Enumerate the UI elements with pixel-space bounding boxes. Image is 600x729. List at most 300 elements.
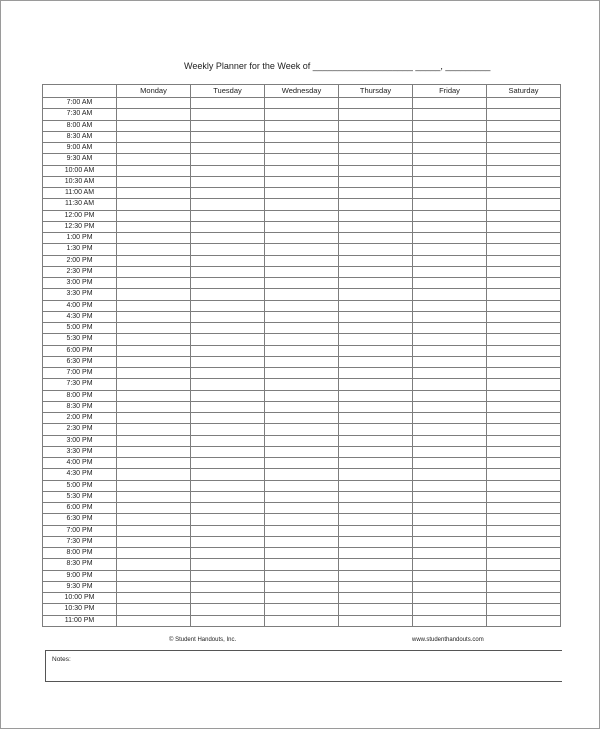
slot-cell-friday[interactable] [413,120,487,131]
slot-cell-thursday[interactable] [339,278,413,289]
slot-cell-wednesday[interactable] [265,345,339,356]
slot-cell-monday[interactable] [117,581,191,592]
slot-cell-saturday[interactable] [487,311,561,322]
slot-cell-wednesday[interactable] [265,536,339,547]
slot-cell-thursday[interactable] [339,469,413,480]
slot-cell-wednesday[interactable] [265,289,339,300]
slot-cell-saturday[interactable] [487,244,561,255]
slot-cell-tuesday[interactable] [191,154,265,165]
slot-cell-saturday[interactable] [487,289,561,300]
slot-cell-tuesday[interactable] [191,334,265,345]
slot-cell-wednesday[interactable] [265,233,339,244]
slot-cell-tuesday[interactable] [191,289,265,300]
slot-cell-thursday[interactable] [339,401,413,412]
slot-cell-friday[interactable] [413,233,487,244]
slot-cell-wednesday[interactable] [265,176,339,187]
slot-cell-saturday[interactable] [487,278,561,289]
slot-cell-saturday[interactable] [487,379,561,390]
slot-cell-friday[interactable] [413,143,487,154]
slot-cell-monday[interactable] [117,199,191,210]
slot-cell-monday[interactable] [117,356,191,367]
slot-cell-monday[interactable] [117,401,191,412]
slot-cell-monday[interactable] [117,334,191,345]
slot-cell-friday[interactable] [413,604,487,615]
slot-cell-tuesday[interactable] [191,356,265,367]
slot-cell-tuesday[interactable] [191,120,265,131]
slot-cell-monday[interactable] [117,458,191,469]
slot-cell-wednesday[interactable] [265,334,339,345]
slot-cell-thursday[interactable] [339,424,413,435]
time-column-header [43,85,117,98]
slot-cell-friday[interactable] [413,514,487,525]
slot-cell-monday[interactable] [117,536,191,547]
slot-cell-tuesday[interactable] [191,300,265,311]
slot-cell-monday[interactable] [117,131,191,142]
slot-cell-thursday[interactable] [339,570,413,581]
slot-cell-thursday[interactable] [339,435,413,446]
slot-cell-tuesday[interactable] [191,570,265,581]
slot-cell-thursday[interactable] [339,289,413,300]
slot-cell-thursday[interactable] [339,143,413,154]
slot-cell-wednesday[interactable] [265,581,339,592]
slot-cell-saturday[interactable] [487,368,561,379]
slot-cell-friday[interactable] [413,424,487,435]
slot-cell-friday[interactable] [413,401,487,412]
slot-cell-thursday[interactable] [339,98,413,109]
slot-cell-tuesday[interactable] [191,491,265,502]
time-slot-label: 2:30 PM [43,424,117,435]
slot-cell-thursday[interactable] [339,446,413,457]
slot-cell-saturday[interactable] [487,154,561,165]
slot-cell-monday[interactable] [117,469,191,480]
slot-cell-thursday[interactable] [339,615,413,626]
slot-cell-monday[interactable] [117,176,191,187]
slot-cell-wednesday[interactable] [265,368,339,379]
slot-cell-saturday[interactable] [487,345,561,356]
time-slot-label: 3:30 PM [43,446,117,457]
slot-cell-friday[interactable] [413,356,487,367]
slot-cell-thursday[interactable] [339,503,413,514]
slot-cell-friday[interactable] [413,278,487,289]
slot-cell-thursday[interactable] [339,379,413,390]
slot-cell-tuesday[interactable] [191,593,265,604]
slot-cell-monday[interactable] [117,480,191,491]
slot-cell-wednesday[interactable] [265,458,339,469]
slot-cell-thursday[interactable] [339,356,413,367]
slot-cell-friday[interactable] [413,176,487,187]
time-slot-label: 12:30 PM [43,221,117,232]
slot-cell-friday[interactable] [413,491,487,502]
slot-cell-friday[interactable] [413,255,487,266]
slot-cell-wednesday[interactable] [265,221,339,232]
slot-cell-friday[interactable] [413,413,487,424]
table-row [43,233,561,244]
slot-cell-thursday[interactable] [339,581,413,592]
slot-cell-wednesday[interactable] [265,503,339,514]
slot-cell-tuesday[interactable] [191,604,265,615]
slot-cell-friday[interactable] [413,154,487,165]
slot-cell-tuesday[interactable] [191,233,265,244]
slot-cell-monday[interactable] [117,311,191,322]
slot-cell-monday[interactable] [117,503,191,514]
slot-cell-friday[interactable] [413,593,487,604]
slot-cell-thursday[interactable] [339,154,413,165]
slot-cell-monday[interactable] [117,446,191,457]
slot-cell-saturday[interactable] [487,593,561,604]
slot-cell-monday[interactable] [117,514,191,525]
slot-cell-tuesday[interactable] [191,266,265,277]
slot-cell-saturday[interactable] [487,424,561,435]
slot-cell-thursday[interactable] [339,334,413,345]
slot-cell-monday[interactable] [117,570,191,581]
slot-cell-thursday[interactable] [339,244,413,255]
slot-cell-thursday[interactable] [339,458,413,469]
slot-cell-wednesday[interactable] [265,593,339,604]
table-row [43,390,561,401]
slot-cell-monday[interactable] [117,143,191,154]
slot-cell-friday[interactable] [413,266,487,277]
slot-cell-wednesday[interactable] [265,570,339,581]
slot-cell-tuesday[interactable] [191,323,265,334]
slot-cell-thursday[interactable] [339,311,413,322]
slot-cell-wednesday[interactable] [265,424,339,435]
slot-cell-tuesday[interactable] [191,480,265,491]
slot-cell-wednesday[interactable] [265,311,339,322]
slot-cell-saturday[interactable] [487,165,561,176]
slot-cell-monday[interactable] [117,615,191,626]
slot-cell-monday[interactable] [117,98,191,109]
slot-cell-saturday[interactable] [487,221,561,232]
table-row [43,311,561,322]
slot-cell-friday[interactable] [413,435,487,446]
slot-cell-saturday[interactable] [487,390,561,401]
slot-cell-friday[interactable] [413,480,487,491]
slot-cell-friday[interactable] [413,368,487,379]
slot-cell-wednesday[interactable] [265,244,339,255]
slot-cell-friday[interactable] [413,244,487,255]
slot-cell-monday[interactable] [117,604,191,615]
slot-cell-saturday[interactable] [487,323,561,334]
slot-cell-monday[interactable] [117,323,191,334]
slot-cell-monday[interactable] [117,435,191,446]
slot-cell-tuesday[interactable] [191,525,265,536]
slot-cell-tuesday[interactable] [191,368,265,379]
slot-cell-wednesday[interactable] [265,154,339,165]
slot-cell-friday[interactable] [413,188,487,199]
table-row [43,345,561,356]
slot-cell-thursday[interactable] [339,345,413,356]
table-row [43,401,561,412]
slot-cell-saturday[interactable] [487,581,561,592]
slot-cell-wednesday[interactable] [265,401,339,412]
slot-cell-wednesday[interactable] [265,120,339,131]
slot-cell-monday[interactable] [117,221,191,232]
slot-cell-friday[interactable] [413,469,487,480]
notes-box[interactable] [45,650,562,682]
slot-cell-wednesday[interactable] [265,615,339,626]
slot-cell-friday[interactable] [413,98,487,109]
slot-cell-tuesday[interactable] [191,548,265,559]
slot-cell-tuesday[interactable] [191,559,265,570]
slot-cell-saturday[interactable] [487,199,561,210]
slot-cell-monday[interactable] [117,379,191,390]
slot-cell-friday[interactable] [413,199,487,210]
slot-cell-wednesday[interactable] [265,390,339,401]
slot-cell-friday[interactable] [413,289,487,300]
slot-cell-saturday[interactable] [487,266,561,277]
slot-cell-tuesday[interactable] [191,514,265,525]
slot-cell-wednesday[interactable] [265,413,339,424]
slot-cell-monday[interactable] [117,289,191,300]
slot-cell-friday[interactable] [413,458,487,469]
slot-cell-monday[interactable] [117,188,191,199]
slot-cell-wednesday[interactable] [265,356,339,367]
slot-cell-monday[interactable] [117,300,191,311]
slot-cell-tuesday[interactable] [191,503,265,514]
slot-cell-tuesday[interactable] [191,379,265,390]
slot-cell-wednesday[interactable] [265,278,339,289]
slot-cell-friday[interactable] [413,559,487,570]
slot-cell-wednesday[interactable] [265,379,339,390]
slot-cell-monday[interactable] [117,491,191,502]
slot-cell-tuesday[interactable] [191,278,265,289]
slot-cell-monday[interactable] [117,244,191,255]
slot-cell-saturday[interactable] [487,446,561,457]
slot-cell-saturday[interactable] [487,536,561,547]
slot-cell-saturday[interactable] [487,188,561,199]
slot-cell-thursday[interactable] [339,109,413,120]
slot-cell-saturday[interactable] [487,300,561,311]
slot-cell-tuesday[interactable] [191,210,265,221]
slot-cell-tuesday[interactable] [191,176,265,187]
slot-cell-thursday[interactable] [339,593,413,604]
slot-cell-saturday[interactable] [487,514,561,525]
slot-cell-saturday[interactable] [487,604,561,615]
slot-cell-friday[interactable] [413,311,487,322]
slot-cell-saturday[interactable] [487,176,561,187]
slot-cell-thursday[interactable] [339,604,413,615]
slot-cell-tuesday[interactable] [191,446,265,457]
slot-cell-wednesday[interactable] [265,98,339,109]
slot-cell-wednesday[interactable] [265,514,339,525]
slot-cell-saturday[interactable] [487,503,561,514]
slot-cell-friday[interactable] [413,323,487,334]
slot-cell-monday[interactable] [117,278,191,289]
slot-cell-wednesday[interactable] [265,491,339,502]
slot-cell-wednesday[interactable] [265,210,339,221]
slot-cell-saturday[interactable] [487,548,561,559]
slot-cell-wednesday[interactable] [265,604,339,615]
slot-cell-saturday[interactable] [487,458,561,469]
slot-cell-monday[interactable] [117,390,191,401]
slot-cell-tuesday[interactable] [191,390,265,401]
slot-cell-thursday[interactable] [339,266,413,277]
slot-cell-saturday[interactable] [487,435,561,446]
slot-cell-tuesday[interactable] [191,165,265,176]
slot-cell-tuesday[interactable] [191,413,265,424]
slot-cell-thursday[interactable] [339,300,413,311]
slot-cell-monday[interactable] [117,548,191,559]
slot-cell-tuesday[interactable] [191,221,265,232]
slot-cell-thursday[interactable] [339,548,413,559]
slot-cell-friday[interactable] [413,210,487,221]
slot-cell-thursday[interactable] [339,559,413,570]
slot-cell-friday[interactable] [413,525,487,536]
slot-cell-saturday[interactable] [487,570,561,581]
slot-cell-saturday[interactable] [487,233,561,244]
slot-cell-tuesday[interactable] [191,109,265,120]
slot-cell-wednesday[interactable] [265,548,339,559]
slot-cell-wednesday[interactable] [265,109,339,120]
slot-cell-friday[interactable] [413,300,487,311]
slot-cell-monday[interactable] [117,210,191,221]
slot-cell-wednesday[interactable] [265,559,339,570]
slot-cell-tuesday[interactable] [191,401,265,412]
slot-cell-saturday[interactable] [487,143,561,154]
slot-cell-monday[interactable] [117,424,191,435]
slot-cell-wednesday[interactable] [265,165,339,176]
table-row [43,154,561,165]
slot-cell-wednesday[interactable] [265,300,339,311]
slot-cell-thursday[interactable] [339,210,413,221]
slot-cell-thursday[interactable] [339,188,413,199]
slot-cell-wednesday[interactable] [265,480,339,491]
slot-cell-monday[interactable] [117,559,191,570]
slot-cell-monday[interactable] [117,120,191,131]
slot-cell-thursday[interactable] [339,120,413,131]
slot-cell-thursday[interactable] [339,514,413,525]
slot-cell-wednesday[interactable] [265,266,339,277]
slot-cell-friday[interactable] [413,536,487,547]
slot-cell-friday[interactable] [413,581,487,592]
slot-cell-saturday[interactable] [487,255,561,266]
slot-cell-monday[interactable] [117,593,191,604]
slot-cell-monday[interactable] [117,154,191,165]
slot-cell-friday[interactable] [413,570,487,581]
slot-cell-saturday[interactable] [487,525,561,536]
slot-cell-thursday[interactable] [339,491,413,502]
slot-cell-thursday[interactable] [339,199,413,210]
slot-cell-thursday[interactable] [339,176,413,187]
slot-cell-friday[interactable] [413,379,487,390]
slot-cell-tuesday[interactable] [191,98,265,109]
slot-cell-wednesday[interactable] [265,469,339,480]
slot-cell-tuesday[interactable] [191,469,265,480]
slot-cell-saturday[interactable] [487,109,561,120]
slot-cell-saturday[interactable] [487,401,561,412]
slot-cell-friday[interactable] [413,615,487,626]
slot-cell-wednesday[interactable] [265,131,339,142]
time-slot-label: 5:00 PM [43,323,117,334]
slot-cell-saturday[interactable] [487,131,561,142]
slot-cell-thursday[interactable] [339,413,413,424]
slot-cell-friday[interactable] [413,131,487,142]
slot-cell-tuesday[interactable] [191,311,265,322]
slot-cell-tuesday[interactable] [191,199,265,210]
slot-cell-wednesday[interactable] [265,446,339,457]
slot-cell-wednesday[interactable] [265,143,339,154]
time-slot-label: 7:30 PM [43,536,117,547]
table-row [43,255,561,266]
slot-cell-tuesday[interactable] [191,581,265,592]
slot-cell-tuesday[interactable] [191,458,265,469]
slot-cell-tuesday[interactable] [191,424,265,435]
slot-cell-monday[interactable] [117,413,191,424]
time-slot-label: 7:00 PM [43,525,117,536]
slot-cell-saturday[interactable] [487,559,561,570]
slot-cell-wednesday[interactable] [265,323,339,334]
slot-cell-wednesday[interactable] [265,199,339,210]
slot-cell-tuesday[interactable] [191,255,265,266]
slot-cell-thursday[interactable] [339,255,413,266]
slot-cell-saturday[interactable] [487,413,561,424]
slot-cell-thursday[interactable] [339,536,413,547]
website-text: www.studenthandouts.com [412,637,484,643]
slot-cell-thursday[interactable] [339,390,413,401]
slot-cell-saturday[interactable] [487,480,561,491]
slot-cell-tuesday[interactable] [191,345,265,356]
slot-cell-tuesday[interactable] [191,536,265,547]
slot-cell-wednesday[interactable] [265,525,339,536]
slot-cell-saturday[interactable] [487,469,561,480]
slot-cell-friday[interactable] [413,109,487,120]
slot-cell-thursday[interactable] [339,368,413,379]
slot-cell-monday[interactable] [117,233,191,244]
slot-cell-saturday[interactable] [487,210,561,221]
table-row [43,446,561,457]
slot-cell-monday[interactable] [117,255,191,266]
slot-cell-friday[interactable] [413,503,487,514]
slot-cell-friday[interactable] [413,345,487,356]
slot-cell-thursday[interactable] [339,480,413,491]
slot-cell-friday[interactable] [413,446,487,457]
slot-cell-tuesday[interactable] [191,143,265,154]
slot-cell-monday[interactable] [117,165,191,176]
slot-cell-thursday[interactable] [339,131,413,142]
slot-cell-friday[interactable] [413,165,487,176]
slot-cell-monday[interactable] [117,266,191,277]
slot-cell-thursday[interactable] [339,525,413,536]
slot-cell-wednesday[interactable] [265,435,339,446]
slot-cell-wednesday[interactable] [265,188,339,199]
slot-cell-saturday[interactable] [487,120,561,131]
slot-cell-thursday[interactable] [339,233,413,244]
slot-cell-thursday[interactable] [339,165,413,176]
slot-cell-monday[interactable] [117,109,191,120]
slot-cell-saturday[interactable] [487,615,561,626]
slot-cell-monday[interactable] [117,345,191,356]
slot-cell-thursday[interactable] [339,221,413,232]
slot-cell-saturday[interactable] [487,98,561,109]
slot-cell-friday[interactable] [413,390,487,401]
slot-cell-tuesday[interactable] [191,615,265,626]
slot-cell-friday[interactable] [413,334,487,345]
slot-cell-tuesday[interactable] [191,435,265,446]
slot-cell-tuesday[interactable] [191,131,265,142]
slot-cell-wednesday[interactable] [265,255,339,266]
slot-cell-saturday[interactable] [487,356,561,367]
slot-cell-monday[interactable] [117,525,191,536]
slot-cell-tuesday[interactable] [191,188,265,199]
slot-cell-saturday[interactable] [487,334,561,345]
day-header-friday: Friday [413,85,487,98]
slot-cell-friday[interactable] [413,221,487,232]
slot-cell-friday[interactable] [413,548,487,559]
slot-cell-saturday[interactable] [487,491,561,502]
slot-cell-thursday[interactable] [339,323,413,334]
slot-cell-monday[interactable] [117,368,191,379]
slot-cell-tuesday[interactable] [191,244,265,255]
